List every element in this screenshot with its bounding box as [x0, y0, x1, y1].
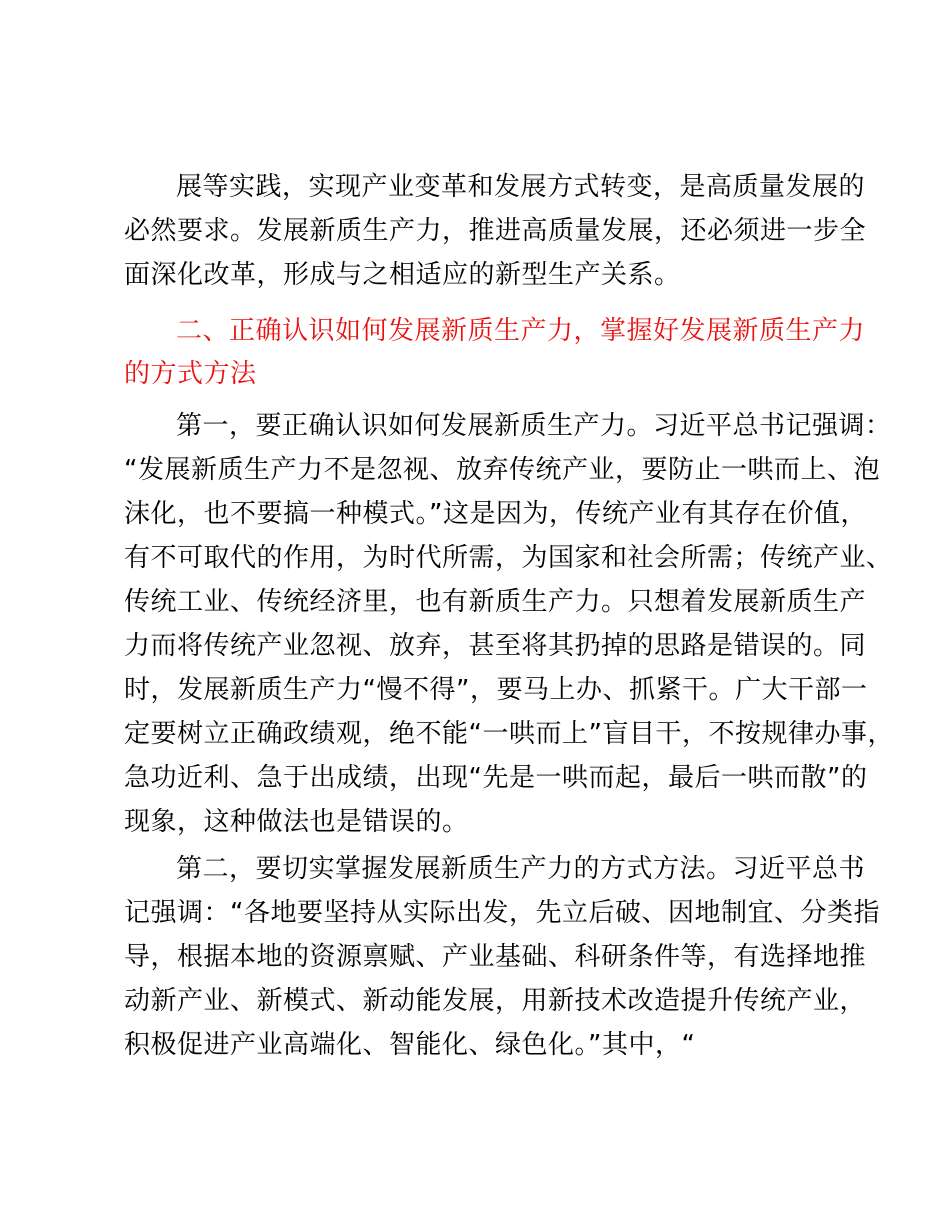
paragraph-line: 必然要求。发展新质生产力，推进高质量发展，还必须进一步全: [124, 216, 867, 246]
section-heading: 的方式方法: [124, 359, 257, 389]
paragraph-line: 急功近利、急于出成绩，出现“先是一哄而起，最后一哄而散”的: [124, 763, 868, 793]
paragraph-line: “发展新质生产力不是忽视、放弃传统产业，要防止一哄而上、泡: [124, 455, 880, 485]
paragraph-line: 导，根据本地的资源禀赋、产业基础、科研条件等，有选择地推: [124, 942, 867, 972]
paragraph-line: 定要树立正确政绩观，绝不能“一哄而上”盲目干，不按规律办事，: [124, 719, 894, 749]
paragraph-line: 时，发展新质生产力“慢不得”，要马上办、抓紧干。广大干部一: [124, 675, 868, 705]
paragraph-line: 传统工业、传统经济里，也有新质生产力。只想着发展新质生产: [124, 587, 867, 617]
paragraph-line: 积极促进产业高端化、智能化、绿色化。”其中，“: [124, 1030, 696, 1060]
paragraph-line: 面深化改革，形成与之相适应的新型生产关系。: [124, 260, 681, 290]
paragraph-line: 现象，这种做法也是错误的。: [124, 807, 469, 837]
paragraph-line: 动新产业、新模式、新动能发展，用新技术改造提升传统产业，: [124, 986, 867, 1016]
paragraph-line: 沫化，也不要搞一种模式。”这是因为，传统产业有其存在价值，: [124, 499, 867, 529]
paragraph-line: 力而将传统产业忽视、放弃，甚至将其扔掉的思路是错误的。同: [124, 631, 867, 661]
paragraph-line: 第一，要正确认识如何发展新质生产力。习近平总书记强调：: [176, 411, 892, 441]
section-heading: 二、正确认识如何发展新质生产力，掌握好发展新质生产力: [176, 316, 866, 346]
paragraph-line: 记强调：“各地要坚持从实际出发，先立后破、因地制宜、分类指: [124, 898, 880, 928]
paragraph-line: 第二，要切实掌握发展新质生产力的方式方法。习近平总书: [176, 854, 866, 884]
paragraph-line: 展等实践，实现产业变革和发展方式转变，是高质量发展的: [176, 172, 866, 202]
paragraph-line: 有不可取代的作用，为时代所需，为国家和社会所需；传统产业、: [124, 543, 893, 573]
